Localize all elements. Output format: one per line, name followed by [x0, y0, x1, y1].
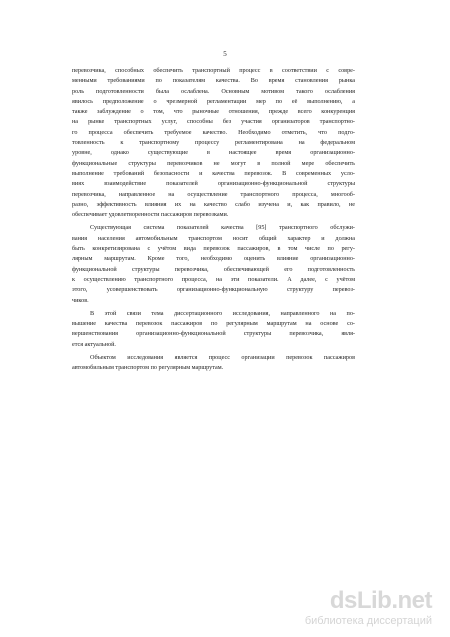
paragraph-2 — [72, 223, 355, 305]
text-line: также заблуждение о том, что рыночные отношения, прежде всего конкуренция — [72, 108, 355, 116]
text-line: выполнение требований безопасности и качества перевозок. В современных усло- — [72, 169, 355, 177]
text-line: этого, усовершенствовать организационно-функциональную структуру перевоз- — [72, 286, 355, 294]
text-line: чиков. — [72, 296, 89, 304]
text-line: роль подготовленности была ослаблена. Основным мотивом такого ослабления — [72, 87, 355, 95]
body-text — [72, 66, 355, 374]
paragraph-1 — [72, 66, 355, 220]
text-line: автомобильным транспортом по регулярным маршрутам. — [72, 364, 224, 372]
text-line: разно, эффективность влияния их на качество слабо изучена и, как правило, не — [72, 200, 355, 208]
watermark-logo: dsLib.net — [329, 587, 432, 614]
page-number: 5 — [223, 50, 227, 58]
text-line: быть конкретизирована с учётом вида перевозок пассажиров, в том числе по регу- — [72, 245, 355, 253]
text-line: на рынке транспортных услуг, способны без участия организаторов транспортно- — [72, 118, 355, 126]
text-line: вершенствования организационно-функциональной структуры перевозчика, явля- — [72, 330, 355, 338]
text-line: уровне, однако существующие в настоящее время организационно- — [72, 149, 355, 157]
text-line: вания населения автомобильным транспортом носит общий характер и должна — [72, 234, 355, 242]
text-line: явилось предположение о чрезмерной регламентации мер по её выполнению, а — [72, 97, 355, 105]
text-line: функциональной структуры перевозчика, обеспечивающей его подготовленность — [72, 265, 355, 273]
paragraph-4 — [72, 353, 355, 374]
text-line: Существующая система показателей качества [95] транспортного обслужи- — [90, 224, 355, 232]
text-line: перевозчика, способных обеспечить транспортный процесс в соответствии с совре- — [72, 67, 355, 74]
text-line: виях взаимодействие показателей организационно-функциональной структуры — [72, 180, 355, 188]
text-line: товленность к транспортному процессу регламентирована на федеральном — [72, 139, 355, 147]
text-line: функциональные структуры перевозчиков не могут в полной мере обеспечить — [72, 159, 355, 167]
watermark — [282, 589, 432, 627]
text-line: Объектом исследования является процесс организации перевозок пассажиров — [90, 354, 355, 362]
watermark-subtitle: библиотека диссертаций — [304, 615, 432, 627]
text-line: В этой связи тема диссертационного исследования, направленного на по- — [90, 309, 355, 317]
text-line: вышение качества перевозок пассажиров по регулярным маршрутам на основе со- — [72, 320, 355, 328]
text-line: лярным маршрутам. Кроме того, необходимо оценить влияние организационно- — [72, 255, 355, 263]
text-line: обеспечивает удовлетворенности пассажиров перевозками. — [72, 211, 229, 219]
text-line: го процесса обеспечить требуемое качество. Необходимо отметить, что подго- — [72, 128, 355, 136]
text-line: к осуществлению транспортного процесса, на эти показатели. А далее, с учётом — [72, 275, 355, 283]
text-line: перевозчика, направленное на осуществление транспортного процесса, многооб- — [72, 190, 355, 198]
paragraph-3 — [72, 309, 355, 350]
text-line: ется актуальной. — [72, 340, 116, 348]
text-line: менными требованиями по показателям качества. Во время становления рынка — [72, 77, 355, 85]
